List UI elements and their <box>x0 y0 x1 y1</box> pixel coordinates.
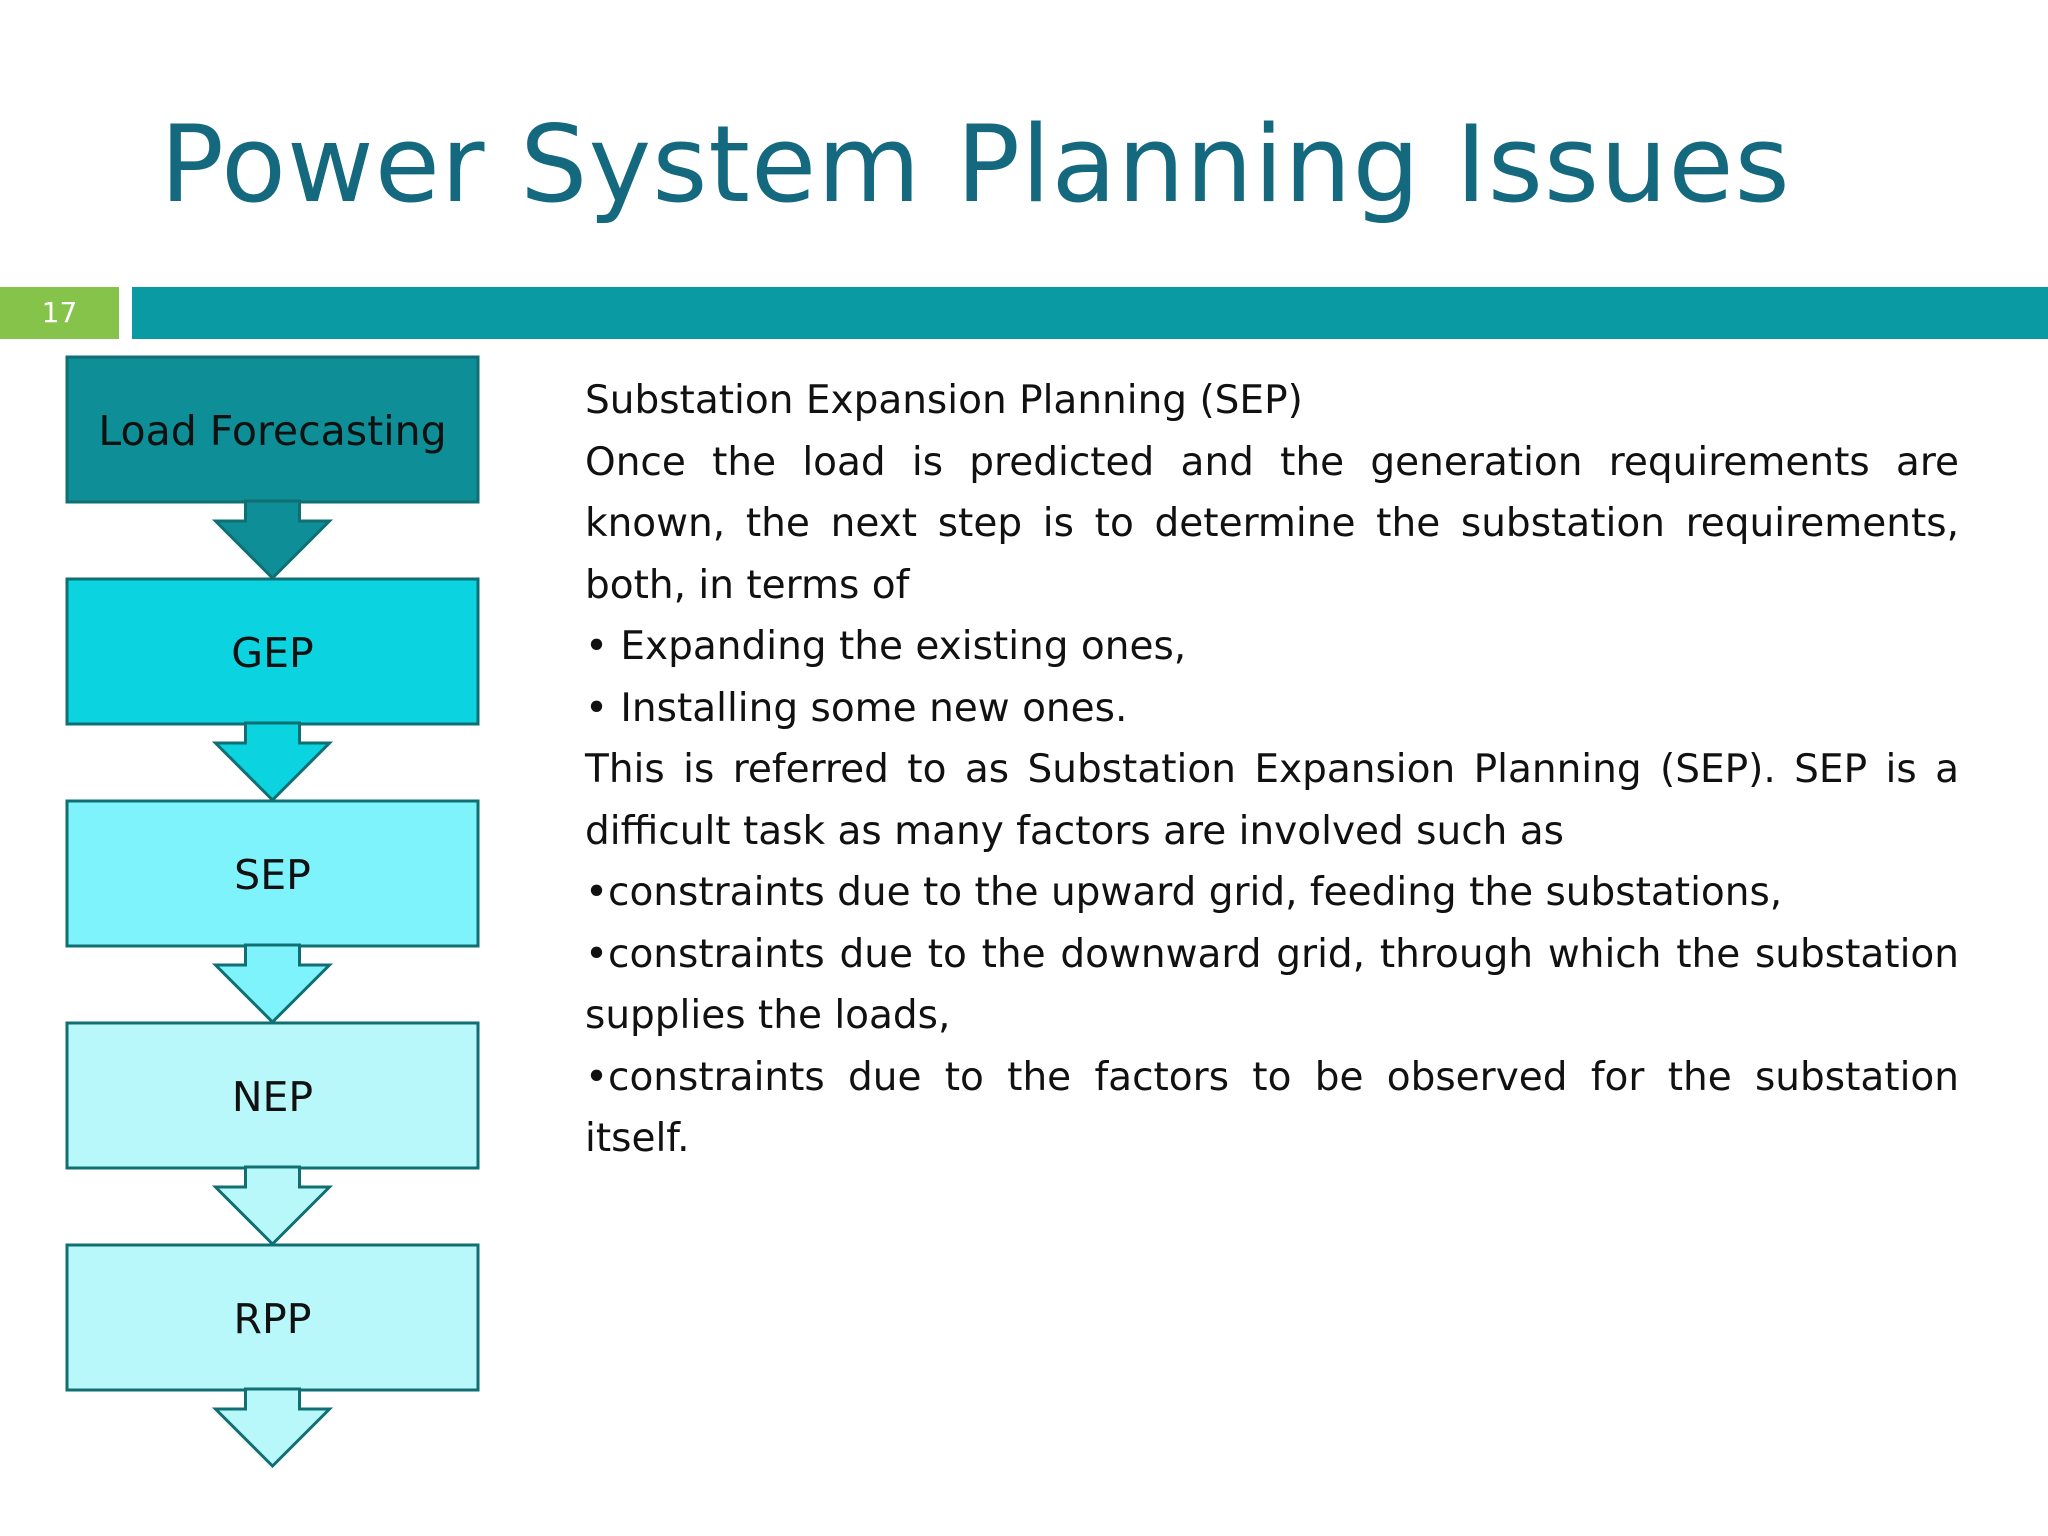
constraint-item: •constraints due to the upward grid, feeding the substations, <box>585 870 1783 915</box>
flow-step-nep <box>67 1023 478 1244</box>
flow-step-gep <box>67 579 478 800</box>
slide-number: 17 <box>0 287 119 339</box>
flow-step-label: NEP <box>231 1073 314 1121</box>
flow-down-arrow <box>216 501 330 578</box>
flow-step-label: SEP <box>234 851 311 899</box>
flow-step-label: RPP <box>233 1295 312 1343</box>
flow-down-arrow <box>216 945 330 1022</box>
flow-step-load-forecasting <box>67 357 478 578</box>
flow-step-label: GEP <box>231 629 314 677</box>
flow-step-label: Load Forecasting <box>98 407 447 455</box>
constraint-item: •constraints due to the factors to be observed for the substation itself. <box>585 1054 1959 1161</box>
intro-paragraph: Once the load is predicted and the generation requirements are known, the next step is to determine the substation requirements, both, in terms of <box>585 439 1959 608</box>
flow-step-sep <box>67 801 478 1022</box>
constraint-item: •constraints due to the downward grid, through which the substation supplies the loads, <box>585 931 1959 1038</box>
flow-step-rpp <box>67 1245 478 1466</box>
bullet-item: • Expanding the existing ones, <box>585 624 1187 669</box>
flow-down-arrow <box>216 1389 330 1466</box>
bullet-item: • Installing some new ones. <box>585 685 1128 731</box>
flow-down-arrow <box>216 1167 330 1244</box>
flow-down-arrow <box>216 723 330 800</box>
middle-paragraph: This is referred to as Substation Expansion Planning (SEP). SEP is a difficult task as many factors are involved such as <box>585 747 1959 854</box>
slide-title: Power System Planning Issues <box>160 103 1791 226</box>
slide-body <box>585 370 1959 1170</box>
section-heading: Substation Expansion Planning (SEP) <box>585 378 1303 423</box>
